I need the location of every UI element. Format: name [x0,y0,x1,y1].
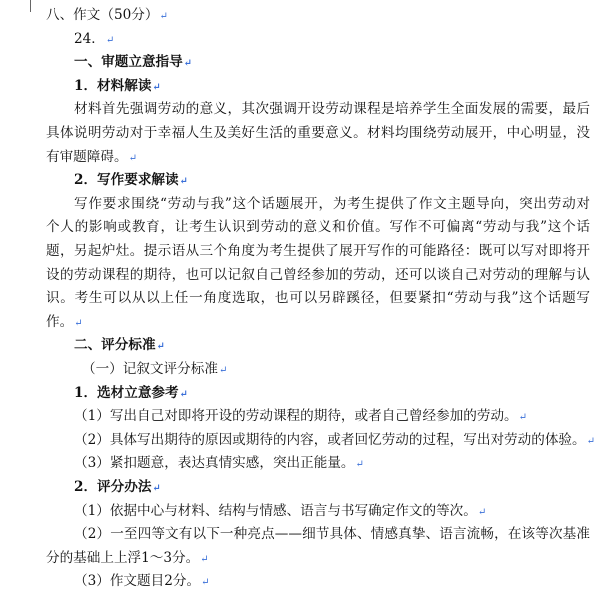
heading-topic-reference: 1．选材立意参考↵ [74,384,189,401]
heading-scoring-standards: 二、评分标准↵ [74,337,165,354]
paragraph-line: 个人的影响或教育，让考生认识到劳动的意义和价值。写作不可偏离“劳动与我”这个话 [46,219,590,236]
paragraph-line: 设的劳动课程的期待，也可以记叙自己曾经参加的劳动，还可以谈自己对劳动的理解与认 [46,266,590,283]
list-item: （3）作文题目2分。↵ [74,573,210,590]
paragraph-line: 有审题障碍。↵ [46,148,137,165]
subheading-narrative-standards: （一）记叙文评分标准↵ [82,361,228,377]
paragraph-line: 具体说明劳动对于幸福人生及美好生活的重要意义。材料均围绕劳动展开，中心明显，没 [46,125,590,141]
question-number: 24．↵ [74,30,115,47]
paragraph-line: 识。考生可以从以上任一角度选取，也可以另辟蹊径，但要紧扣“劳动与我”这个话题写 [46,290,590,307]
heading-topic-guidance: 一、审题立意指导↵ [74,54,193,71]
heading-writing-requirements: 2．写作要求解读↵ [74,172,189,189]
heading-material-reading: 1．材料解读↵ [74,77,161,94]
list-item: （2）一至四等文有以下一种亮点——细节具体、情感真挚、语言流畅，在该等次基准 [74,526,590,543]
paragraph-line: 写作要求围绕“劳动与我”这个话题展开，为考生提供了作文主题导向，突出劳动对 [74,195,590,212]
paragraph-line: 作。↵ [46,313,83,330]
paragraph-line: 题，另起炉灶。提示语从三个角度为考生提供了展开写作的可能路径：既可以写对即将开 [46,243,590,259]
list-item: （1）写出自己对即将开设的劳动课程的期待，或者自己曾经参加的劳动。↵ [74,408,528,425]
heading-scoring-method: 2．评分办法↵ [74,479,161,495]
list-item: （2）具体写出期待的原因或期待的内容，或者回忆劳动的过程，写出对劳动的体验。↵ [74,431,596,448]
list-item: （3）紧扣题意，表达真情实感，突出正能量。↵ [74,455,364,472]
section-heading-composition: 八、作文（50分）↵ [46,7,168,23]
list-item: （1）依据中心与材料、结构与情感、语言与书写确定作文的等次。↵ [74,502,487,519]
list-item-continuation: 分的基础上上浮1～3分。↵ [46,549,209,566]
paragraph-line: 材料首先强调劳动的意义，其次强调开设劳动课程是培养学生全面发展的需要，最后 [74,101,590,118]
page-corner-mark [30,0,31,12]
